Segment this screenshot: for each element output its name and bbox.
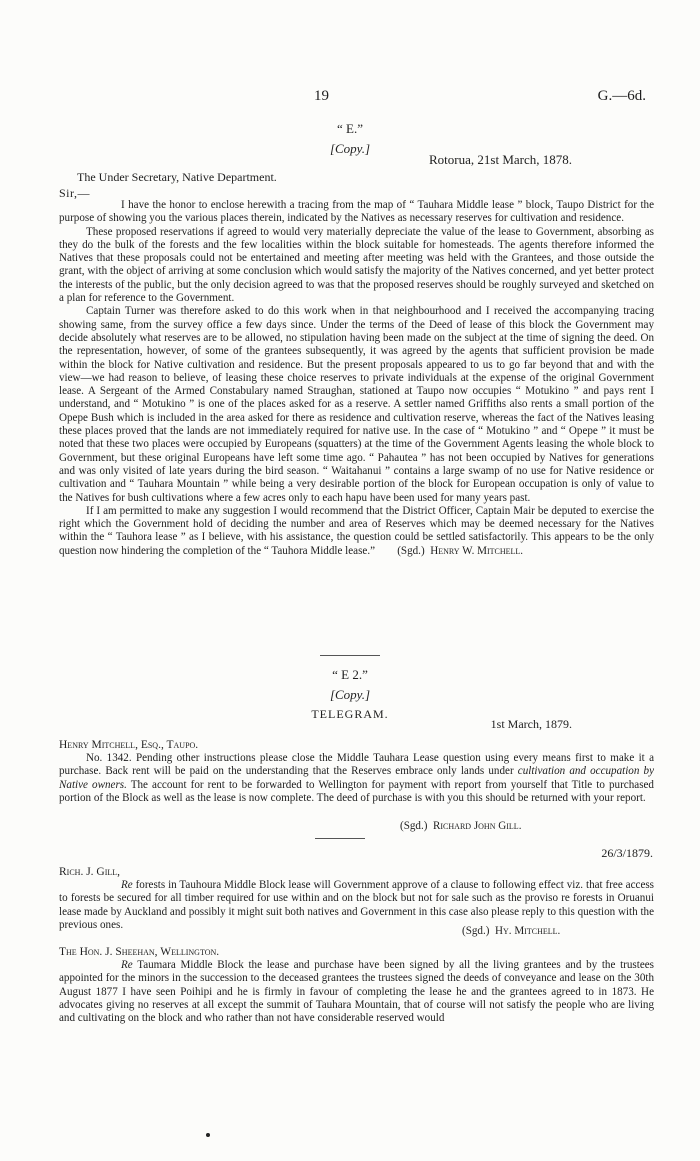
section-label-e: “ E.” <box>337 121 363 136</box>
telegram-date: 1st March, 1879. <box>490 717 572 731</box>
telegram3-body <box>59 959 654 1025</box>
telegram2-date: 26/3/1879. <box>601 846 653 860</box>
telegram2-addressee: Rich. J. Gill, <box>59 866 121 878</box>
letter-addressee: The Under Secretary, Native Department. <box>77 170 277 184</box>
letter-paragraph: I have the honor to enclose herewith a tracing from the map of “ Tauhara Middle lease ” block, Taupo District for the purpose of showing you the various places therein, indicated by the Natives as necessary reserves for cultivation and residence. <box>59 199 654 225</box>
re-label: Re <box>121 879 133 891</box>
signature-name: Henry W. Mitchell. <box>430 544 524 557</box>
letter-paragraph-last-text: If I am permitted to make any suggestion I would recommend that the District Officer, Captain Mair be deputed to exercise the right which the Government hold of deciding the number and area of Reserves which may be deemed necessary for the Natives within the “ Tauhora lease ” as I believe, with his assistance, the question could be settled satisfactorily. This appears to be the only question now hindering the completion of the “ Tauhora Middle lease.” <box>59 504 654 557</box>
ink-dot <box>206 1133 210 1137</box>
page-code: G.—6d. <box>597 88 646 104</box>
telegram-body-text-end: The account for rent to be forwarded to Wellington for payment with report from yourself that Title to purchased portion of the Block as well as the lease is now complete. The deed of purchase is with you this should be returned with your report. <box>59 778 654 804</box>
section-divider <box>315 838 365 839</box>
telegram3-addressee: The Hon. J. Sheehan, Wellington. <box>59 946 220 958</box>
telegram2-body <box>59 879 654 932</box>
telegram-body <box>59 752 654 805</box>
letter-paragraph-last <box>59 505 654 558</box>
letter-paragraph: Captain Turner was therefore asked to do this work when in that neighbourhood and I received the accompanying tracing showing same, from the survey office a few days since. Under the terms of the Deed of lease of this block the Government may decide absolutely what reserves are to be allowed, no stipulation having been made on the subject at the time of signing the deed. On the representation, however, of some of the grantees subsequently, it was agreed by the agents that sufficient provision be made within the block for Native cultivation and residence. But the present proposals appeared to us to go far beyond that and with the view—we had reason to believe, of leasing these choice reserves to private individuals at the expense of the original Government lease. A Sergeant of the Armed Constabulary named Straughan, stationed at Taupo now occupies “ Motukino ” and pays rent I understand, and “ Motukino ” is one of the places asked for as a reserve. A settler named Griffiths also rents a small portion of the Opepe Bush which is included in the area asked for there as residence and cultivation reserve, whereas the fact of the Natives leasing these places proved that the lands are not immediately required for native use. In the case of “ Motukino ” and “ Opepe ” it must be noted that these two places were occupied by Europeans (squatters) at the time of the Government Agents leasing the whole block to Government, but these original Europeans have left some time ago. “ Pahautea ” has not been occupied by Natives for generations and was only visited of late years during the bird season. “ Waitahanui ” contains a large swamp of no use for Native residence or cultivation and “ Tauhara Mountain ” while being a very desirable portion of the block for European occupation is only of value to the Natives for bush cultivations where a few acres only to each hapu have been used for many years past. <box>59 305 654 504</box>
letter-paragraph: These proposed reservations if agreed to would very materially depreciate the value of the lease to Government, absorbing as they do the bulk of the forests and the few localities within the block suitable for homesteads. The agents therefore informed the Natives that these proposals could not be entertained and meeting after meeting was held with the Grantees, and those outside the grant, with the object of arriving at some conclusion which would satisfy the majority of the Natives concerned, and yet better protect the interests of the public, but the only decision agreed to was that the proposed reserves should be roughly surveyed and sketched on a plan for reference to the Government. <box>59 225 654 305</box>
telegram-addressee: Henry Mitchell, Esq., Taupo. <box>59 739 199 751</box>
signature-prefix: (Sgd.) <box>400 820 428 832</box>
signature-prefix: (Sgd.) <box>397 544 425 557</box>
telegram2-signature <box>462 925 560 937</box>
re-label: Re <box>121 959 133 971</box>
section-divider <box>320 655 380 656</box>
page-number: 19 <box>314 88 329 104</box>
telegram-body-text: No. 1342. Pending other instructions please close the Middle Tauhara Lease question using every means first to make it a purchase. Back rent will be paid on the understanding that the Reserves embrace only lands under <box>59 752 654 778</box>
copy-note-e: [Copy.] <box>329 141 371 156</box>
copy-note-e2: [Copy.] <box>329 687 371 702</box>
section-label-e2: “ E 2.” <box>332 667 368 682</box>
signature-name: Richard John Gill. <box>432 820 522 832</box>
letter-salutation: Sir,— <box>59 186 91 200</box>
letter-e-body <box>59 199 654 558</box>
signature-prefix: (Sgd.) <box>462 925 490 937</box>
telegram2-body-text: forests in Tauhoura Middle Block lease will Government approve of a clause to following effect viz. that free access to forests be secured for all timber required for use within and on the block but not for sale such as the proviso re forests in Oruanui lease made by Auckland and possibly it might suit both natives and Government in this case also please reply to this question with the previous ones. <box>59 879 654 931</box>
letter-dateline: Rotorua, 21st March, 1878. <box>429 152 572 167</box>
telegram-heading: TELEGRAM. <box>311 707 389 721</box>
telegram-body-italic: cultivation and occupation by Native owners. <box>59 765 654 791</box>
signature-name: Hy. Mitchell. <box>494 925 561 937</box>
telegram-signature <box>400 820 521 832</box>
telegram3-body-text: Taumara Middle Block the lease and purchase have been signed by all the living grantees and by the trustees appointed for the minors in the succession to the deceased grantees the trustees signed the deeds of conveyance and lease on the 30th August 1877 I have seen Poihipi and he is firmly in favour of completing the lease he and the grantees agreed to in 1873. He advocates giving no reserves at all except the summit of Tauhara Mountain, that of course will not satisfy the people who are living and cultivating on the block and who rather than not have considerable reserved would <box>59 959 654 1025</box>
